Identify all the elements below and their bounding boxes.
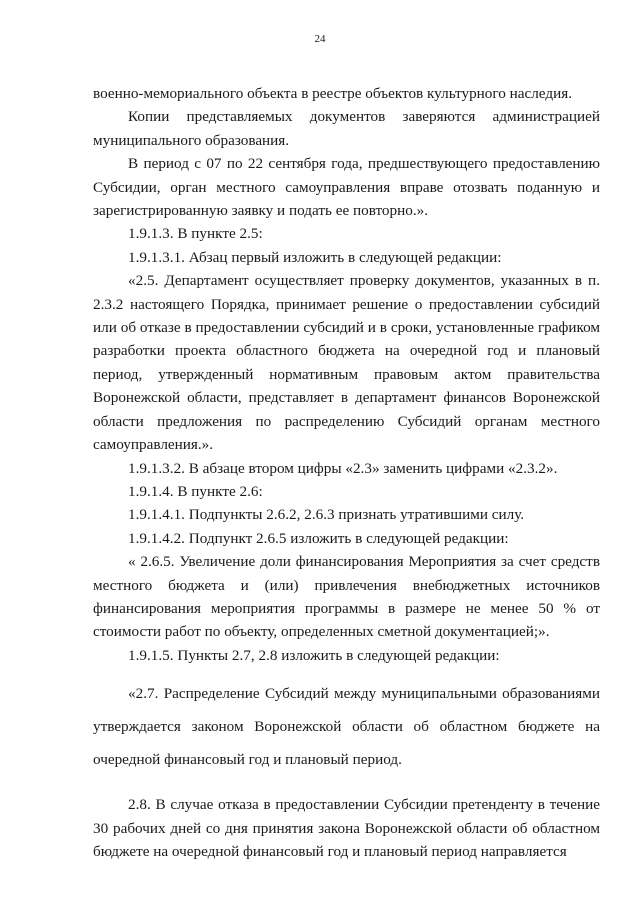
paragraph-6: «2.5. Департамент осуществляет проверку документов, указанных в п. 2.3.2 настоящего Порядка, принимает решение о предоставлении субсидий или об отказе в предоставлении субсидий и в сроки, установленные графиком разработки проекта областного бюджета на очередной год и плановый период, утвержденный нормативным правовым актом правительства Воронежской области, представляет в департамент финансов Воронежской области предложения по распределению Субсидий органам местного самоуправления.». — [93, 272, 600, 454]
paragraph-5: 1.9.1.3.1. Абзац первый изложить в следующей редакции: — [128, 248, 502, 266]
paragraph-4: 1.9.1.3. В пункте 2.5: — [128, 225, 263, 243]
paragraph-14: 2.8. В случае отказа в предоставлении Субсидии претенденту в течение 30 рабочих дней со дня принятия закона Воронежской области об областном бюджете на очередной финансовый год и плановый период направляется — [93, 796, 600, 860]
paragraph-10: 1.9.1.4.2. Подпункт 2.6.5 изложить в следующей редакции: — [128, 529, 509, 547]
paragraph-8: 1.9.1.4. В пункте 2.6: — [128, 482, 263, 500]
paragraph-9: 1.9.1.4.1. Подпункты 2.6.2, 2.6.3 признать утратившими силу. — [128, 506, 525, 524]
document-body — [93, 82, 600, 863]
paragraph-1: военно-мемориального объекта в реестре объектов культурного наследия. — [93, 85, 572, 102]
paragraph-3: В период с 07 по 22 сентября года, предшествующего предоставлению Субсидии, орган местного самоуправления вправе отозвать поданную и зарегистрированную заявку и подать ее повторно.». — [93, 155, 600, 220]
paragraph-11: « 2.6.5. Увеличение доли финансирования Мероприятия за счет средств местного бюджета и (или) привлечения внебюджетных источников финансирования мероприятия программы в размере не менее 50 % от стоимости работ по объекту, определенных сметной документацией;». — [93, 553, 600, 641]
paragraph-7: 1.9.1.3.2. В абзаце втором цифры «2.3» заменить цифрами «2.3.2». — [128, 459, 558, 477]
page-number: 24 — [314, 33, 326, 45]
paragraph-13: «2.7. Распределение Субсидий между муниципальными образованиями утверждается законом Воронежской области об областном бюджете на очередной финансовый год и плановый период. — [93, 685, 600, 769]
paragraph-2: Копии представляемых документов заверяются администрацией муниципального образования. — [93, 108, 600, 149]
paragraph-12: 1.9.1.5. Пункты 2.7, 2.8 изложить в следующей редакции: — [128, 646, 500, 664]
